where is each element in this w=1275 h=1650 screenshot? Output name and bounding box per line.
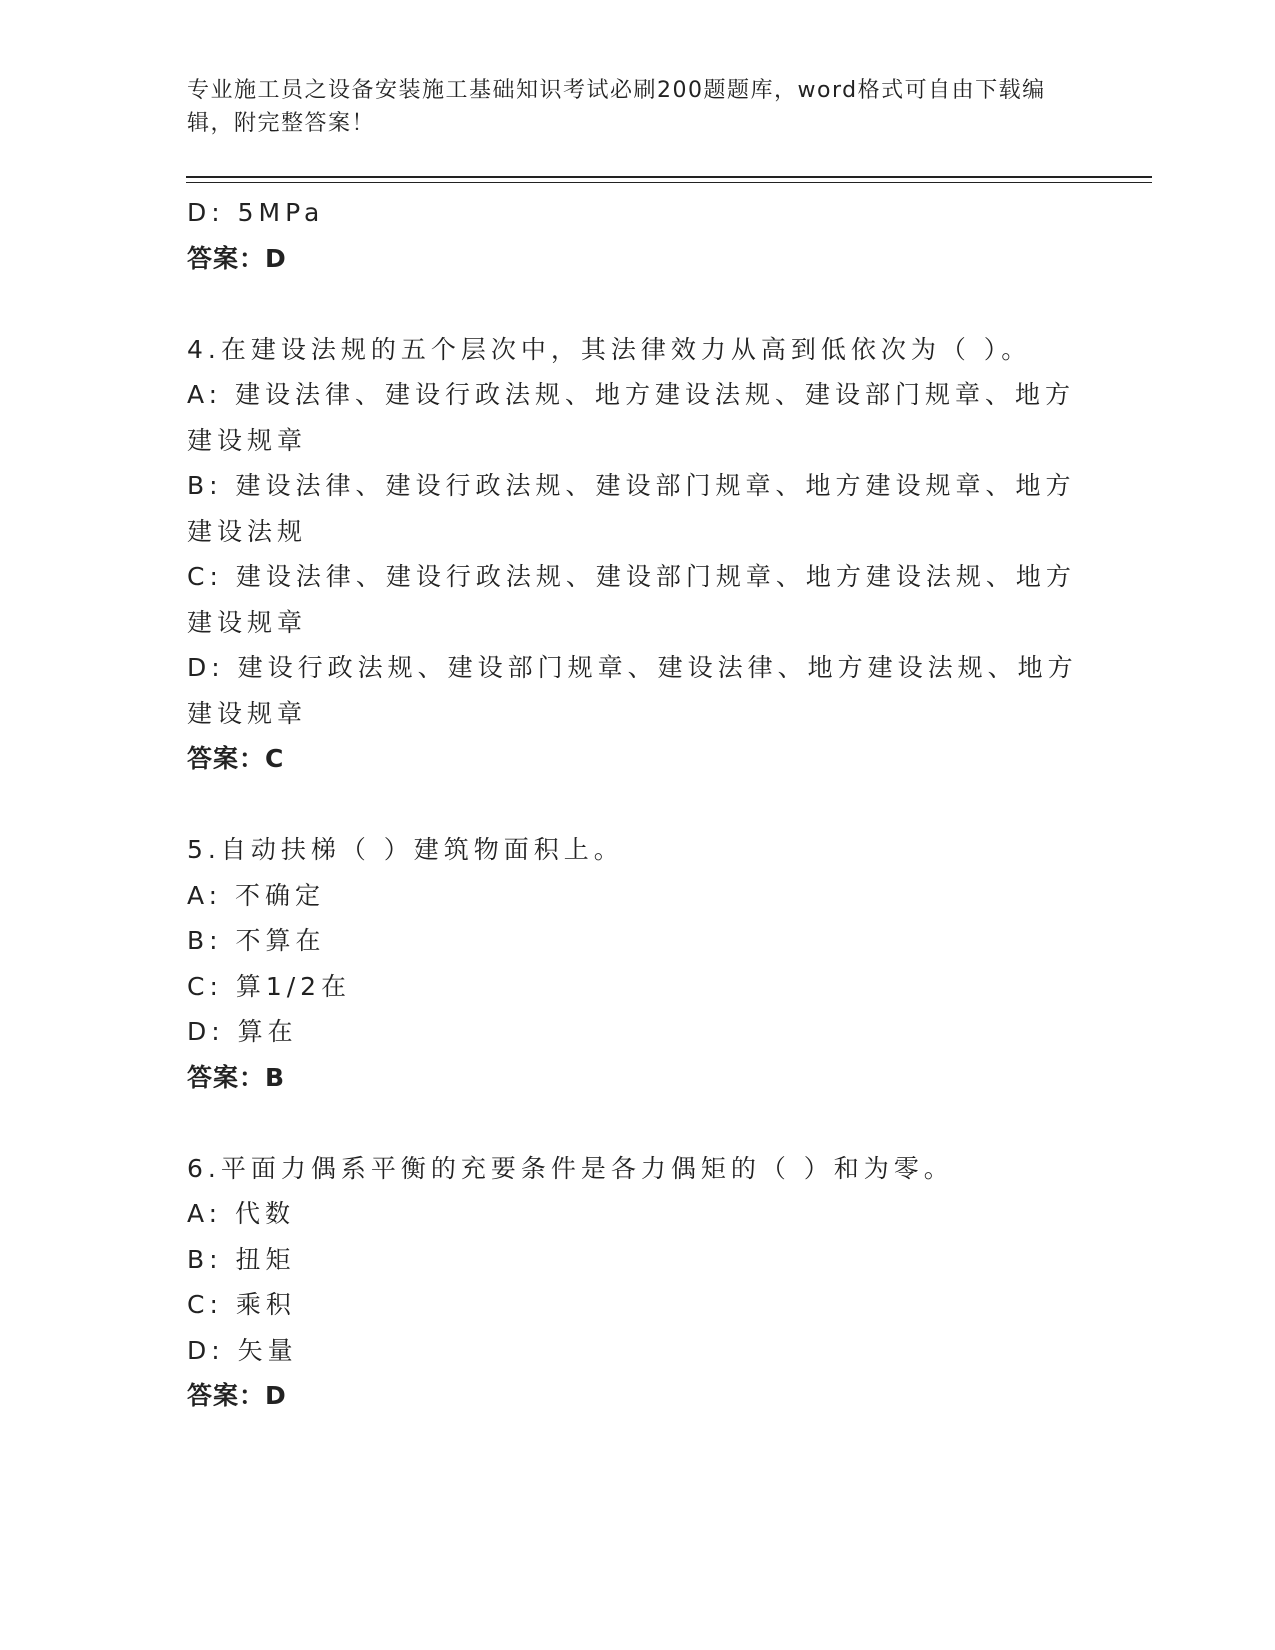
- option-a: A: 代数: [187, 1199, 296, 1228]
- question-stem: 6.平面力偶系平衡的充要条件是各力偶矩的（ ）和为零。: [187, 1153, 954, 1183]
- prev-option-d: D: 5MPa: [187, 198, 325, 227]
- question-6: [187, 1146, 1087, 1419]
- prev-answer: 答案：D: [187, 243, 287, 273]
- option-c: C: 算1/2在: [187, 971, 352, 1001]
- option-a: A: 不确定: [187, 880, 326, 910]
- option-d: D: 算在: [187, 1017, 298, 1046]
- answer: 答案：B: [187, 1062, 286, 1092]
- header-rule-thick: [186, 176, 1152, 178]
- option-c: C: 乘积: [187, 1290, 296, 1319]
- option-b: B: 不算在: [187, 926, 326, 955]
- question-4: [187, 327, 1087, 782]
- question-stem: 4.在建设法规的五个层次中，其法律效力从高到低依次为（ ）。: [187, 334, 1032, 364]
- option-d: D: 矢量: [187, 1335, 298, 1365]
- answer: 答案：C: [187, 744, 285, 773]
- option-d: D: 建设行政法规、建设部门规章、建设法律、地方建设法规、地方建设规章: [187, 653, 1078, 728]
- spacer: [187, 281, 1087, 327]
- option-a: A: 建设法律、建设行政法规、地方建设法规、建设部门规章、地方建设规章: [187, 380, 1076, 455]
- question-stem: 5.自动扶梯（ ）建筑物面积上。: [187, 835, 624, 864]
- answer: 答案：D: [187, 1381, 287, 1410]
- spacer: [187, 782, 1087, 828]
- spacer: [187, 1100, 1087, 1146]
- option-c: C: 建设法律、建设行政法规、建设部门规章、地方建设法规、地方建设规章: [187, 562, 1076, 637]
- header-rule-thin: [186, 182, 1152, 183]
- question-5: [187, 827, 1087, 1100]
- option-b: B: 扭矩: [187, 1244, 296, 1274]
- option-b: B: 建设法律、建设行政法规、建设部门规章、地方建设规章、地方建设法规: [187, 471, 1076, 546]
- question-content: [187, 190, 1087, 1419]
- page-header-title: 专业施工员之设备安装施工基础知识考试必刷200题题库，word格式可自由下载编辑，附完整答案！: [187, 78, 1046, 136]
